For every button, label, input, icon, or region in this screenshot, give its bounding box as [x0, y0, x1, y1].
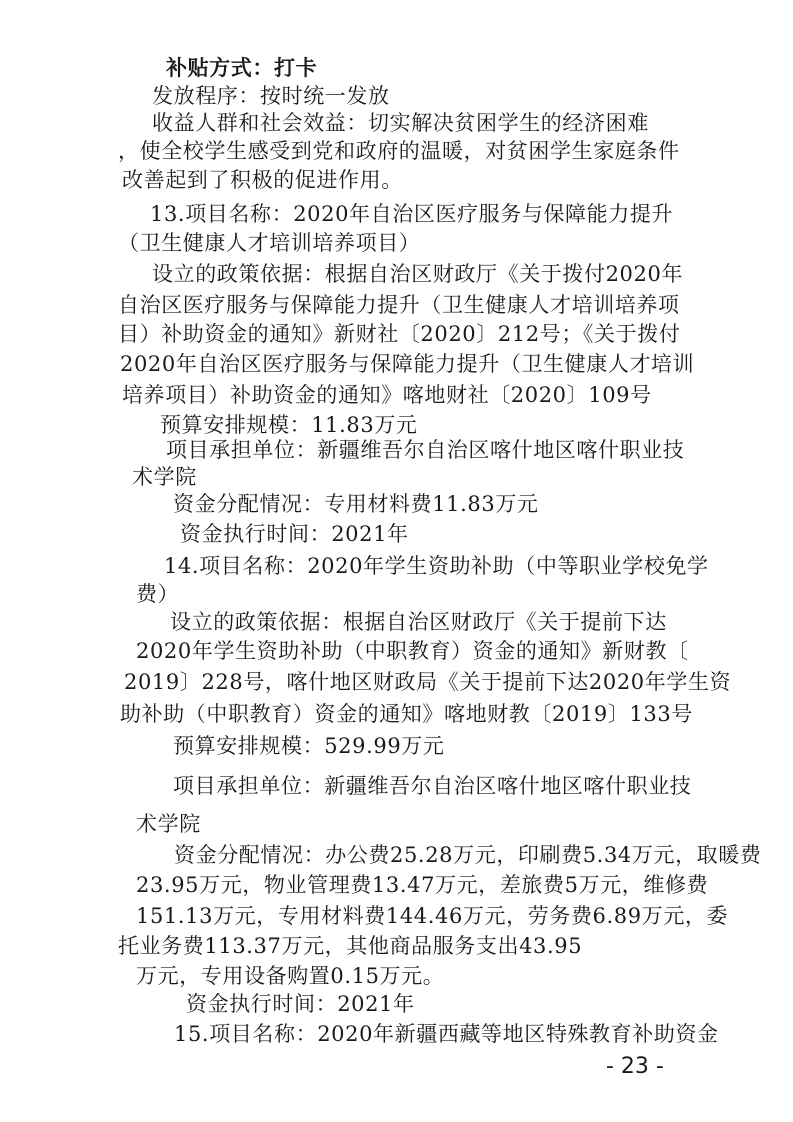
text-line: 项目承担单位：新疆维吾尔自治区喀什地区喀什职业技	[166, 438, 685, 462]
text-line: 费）	[136, 582, 180, 606]
text-line: 发放程序：按时统一发放	[152, 84, 390, 108]
text-line: 托业务费113.37万元，其他商品服务支出43.95	[118, 934, 583, 958]
text-line: 资金执行时间：2021年	[186, 992, 415, 1016]
subsidy-method-heading: 补贴方式：打卡	[166, 56, 318, 80]
item-15-title: 15.项目名称：2020年新疆西藏等地区特殊教育补助资金	[174, 1022, 719, 1046]
text-line: 收益人群和社会效益：切实解决贫困学生的经济困难	[152, 111, 649, 135]
text-line: 23.95万元，物业管理费13.47万元，差旅费5万元，维修费	[136, 873, 709, 897]
page-number: - 23 -	[606, 1054, 664, 1079]
text-line: 术学院	[136, 812, 201, 836]
text-line: 2020年自治区医疗服务与保障能力提升（卫生健康人才培训	[120, 352, 695, 376]
text-line: ，使全校学生感受到党和政府的温暖，对贫困学生家庭条件	[118, 139, 680, 163]
text-line: 培养项目）补助资金的通知》喀地财社〔2020〕109号	[122, 383, 652, 407]
text-line: 设立的政策依据：根据自治区财政厅《关于提前下达	[170, 610, 667, 634]
text-line: （卫生健康人才培训培养项目）	[118, 231, 421, 255]
text-line: 资金分配情况：专用材料费11.83万元	[173, 492, 539, 516]
text-line: 资金执行时间：2021年	[180, 522, 409, 546]
text-line: 预算安排规模：529.99万元	[173, 734, 445, 758]
text-line: 设立的政策依据：根据自治区财政厅《关于拨付2020年	[152, 262, 684, 286]
text-line: 助补助（中职教育）资金的通知》喀地财教〔2019〕133号	[120, 702, 693, 726]
text-line: 资金分配情况：办公费25.28万元，印刷费5.34万元，取暖费	[174, 843, 762, 867]
item-13-title: 13.项目名称：2020年自治区医疗服务与保障能力提升	[150, 202, 674, 226]
text-line: 2020年学生资助补助（中职教育）资金的通知》新财教〔	[136, 639, 689, 663]
text-line: 术学院	[132, 465, 197, 489]
item-14-title: 14.项目名称：2020年学生资助补助（中等职业学校免学	[164, 554, 709, 578]
text-line: 预算安排规模：11.83万元	[160, 413, 418, 437]
text-line: 目）补助资金的通知》新财社〔2020〕212号；《关于拨付	[118, 322, 681, 346]
text-line: 改善起到了积极的促进作用。	[122, 168, 403, 192]
text-line: 万元，专用设备购置0.15万元。	[136, 964, 445, 988]
text-line: 2019〕228号，喀什地区财政局《关于提前下达2020年学生资	[124, 670, 732, 694]
text-line: 自治区医疗服务与保障能力提升（卫生健康人才培训培养项	[118, 293, 680, 317]
text-line: 项目承担单位：新疆维吾尔自治区喀什地区喀什职业技	[173, 774, 692, 798]
text-line: 151.13万元，专用材料费144.46万元，劳务费6.89万元，委	[136, 904, 729, 928]
